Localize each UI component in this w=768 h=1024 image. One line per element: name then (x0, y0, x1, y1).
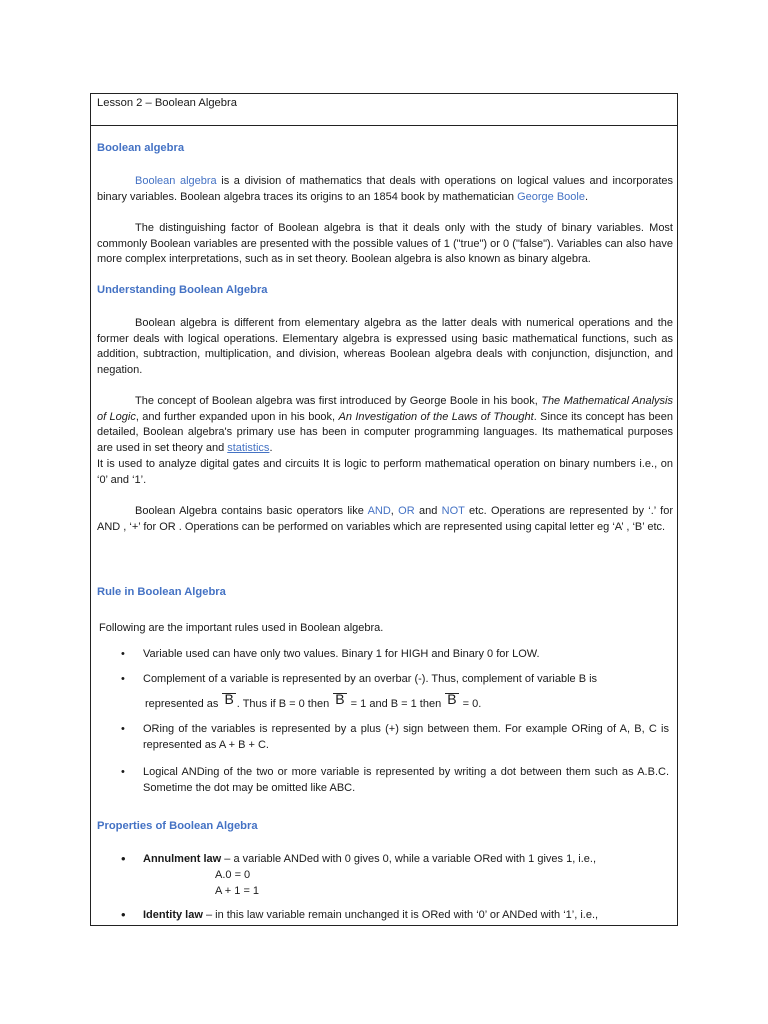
not-operator: NOT (441, 505, 465, 517)
list-item: • Logical ANDing of the two or more variable is represented by writing a dot between them such as A.B.C. Sometime the dot may be omitted like ABC. (121, 766, 669, 794)
paragraph-digital-gates: It is used to analyze digital gates and circuits It is logic to perform mathematical operation on binary numbers i.e., on ‘0’ and ‘1’. (97, 458, 673, 486)
list-item: • Variable used can have only two values. Binary 1 for HIGH and Binary 0 for LOW. (121, 647, 669, 663)
bullet-icon: • (121, 723, 125, 735)
paragraph-concept: The concept of Boolean algebra was first introduced by George Boole in his book, The Mathematical Analysis of Logic, and further expanded upon in his book, An Investigation of the Laws of Thought. Since its concept has been detailed, Boolean algebra's primary use has been in computer programming languages. Its mathematical purposes are used in set theory and statistics. (97, 395, 673, 455)
paragraph-rules-intro: Following are the important rules used in Boolean algebra. (99, 622, 384, 634)
annulment-equation: A + 1 = 1 (215, 885, 260, 897)
lesson-header (91, 94, 677, 126)
george-boole-link[interactable]: George Boole (517, 190, 585, 203)
heading-rules: Rule in Boolean Algebra (97, 586, 226, 598)
paragraph-definition: Boolean algebra is a division of mathematics that deals with operations on logical values and incorporates binary variables. Boolean algebra traces its origins to an 1854 book by mathematician George Boole. (97, 175, 673, 203)
annulment-equation: A.0 = 0 (215, 869, 251, 881)
identity-law-label: Identity law (143, 909, 203, 921)
paragraph-difference: Boolean algebra is different from elementary algebra as the latter deals with numerical operations and the former deals with logical operations. Elementary algebra is expressed using basic mathematical functions, such as addition, subtraction, multiplication, and division, whereas Boolean algebra deals with conjunction, disjunction, and negation. (97, 317, 673, 377)
boolean-algebra-link[interactable]: Boolean algebra (135, 175, 217, 187)
list-item: • Complement of a variable is represented by an overbar (-). Thus, complement of variable B is represented as B . Thus if B = 0 then B = 1 and B = 1 then B = 0. (121, 673, 598, 710)
and-operator: AND (367, 505, 391, 517)
paragraph-distinguishing: The distinguishing factor of Boolean algebra is that it deals only with the study of binary variables. Most commonly Boolean variables are presented with the possible values of 1 ("true") or 0 ("false"). Variables can also have more complex interpretations, such as in set theory. Boolean algebra is also known as binary algebra. (97, 222, 673, 266)
heading-boolean-algebra: Boolean algebra (97, 142, 185, 154)
list-item: • Identity law – in this law variable remain unchanged it is ORed with ‘0’ or ANDed with ‘1’, i.e., (121, 907, 599, 922)
statistics-link[interactable]: statistics (227, 442, 270, 455)
heading-understanding: Understanding Boolean Algebra (97, 284, 268, 296)
list-item: • ORing of the variables is represented by a plus (+) sign between them. For example ORing of A, B, C is represented as A + B + C. (121, 723, 669, 751)
bullet-icon: • (121, 907, 126, 922)
or-operator: OR (398, 505, 415, 517)
bullet-icon: • (121, 673, 125, 685)
b-complement-symbol: B (221, 692, 236, 708)
heading-properties: Properties of Boolean Algebra (97, 820, 258, 832)
b-complement-symbol: B (444, 692, 459, 708)
list-item: • Annulment law – a variable ANDed with 0 gives 0, while a variable ORed with 1 gives 1, i.e., (121, 851, 597, 866)
paragraph-operators: Boolean Algebra contains basic operators like AND, OR and NOT etc. Operations are represented by ‘.’ for AND , ‘+’ for OR . Operations can be performed on variables which are represented using capital letter eg ‘A’ , ‘B’ etc. (97, 505, 673, 533)
b-complement-symbol: B (332, 692, 347, 708)
bullet-icon: • (121, 851, 126, 866)
lesson-title: Lesson 2 – Boolean Algebra (97, 97, 237, 109)
annulment-law-label: Annulment law (143, 853, 222, 865)
document-page (90, 93, 678, 926)
bullet-icon: • (121, 648, 125, 660)
bullet-icon: • (121, 766, 125, 778)
